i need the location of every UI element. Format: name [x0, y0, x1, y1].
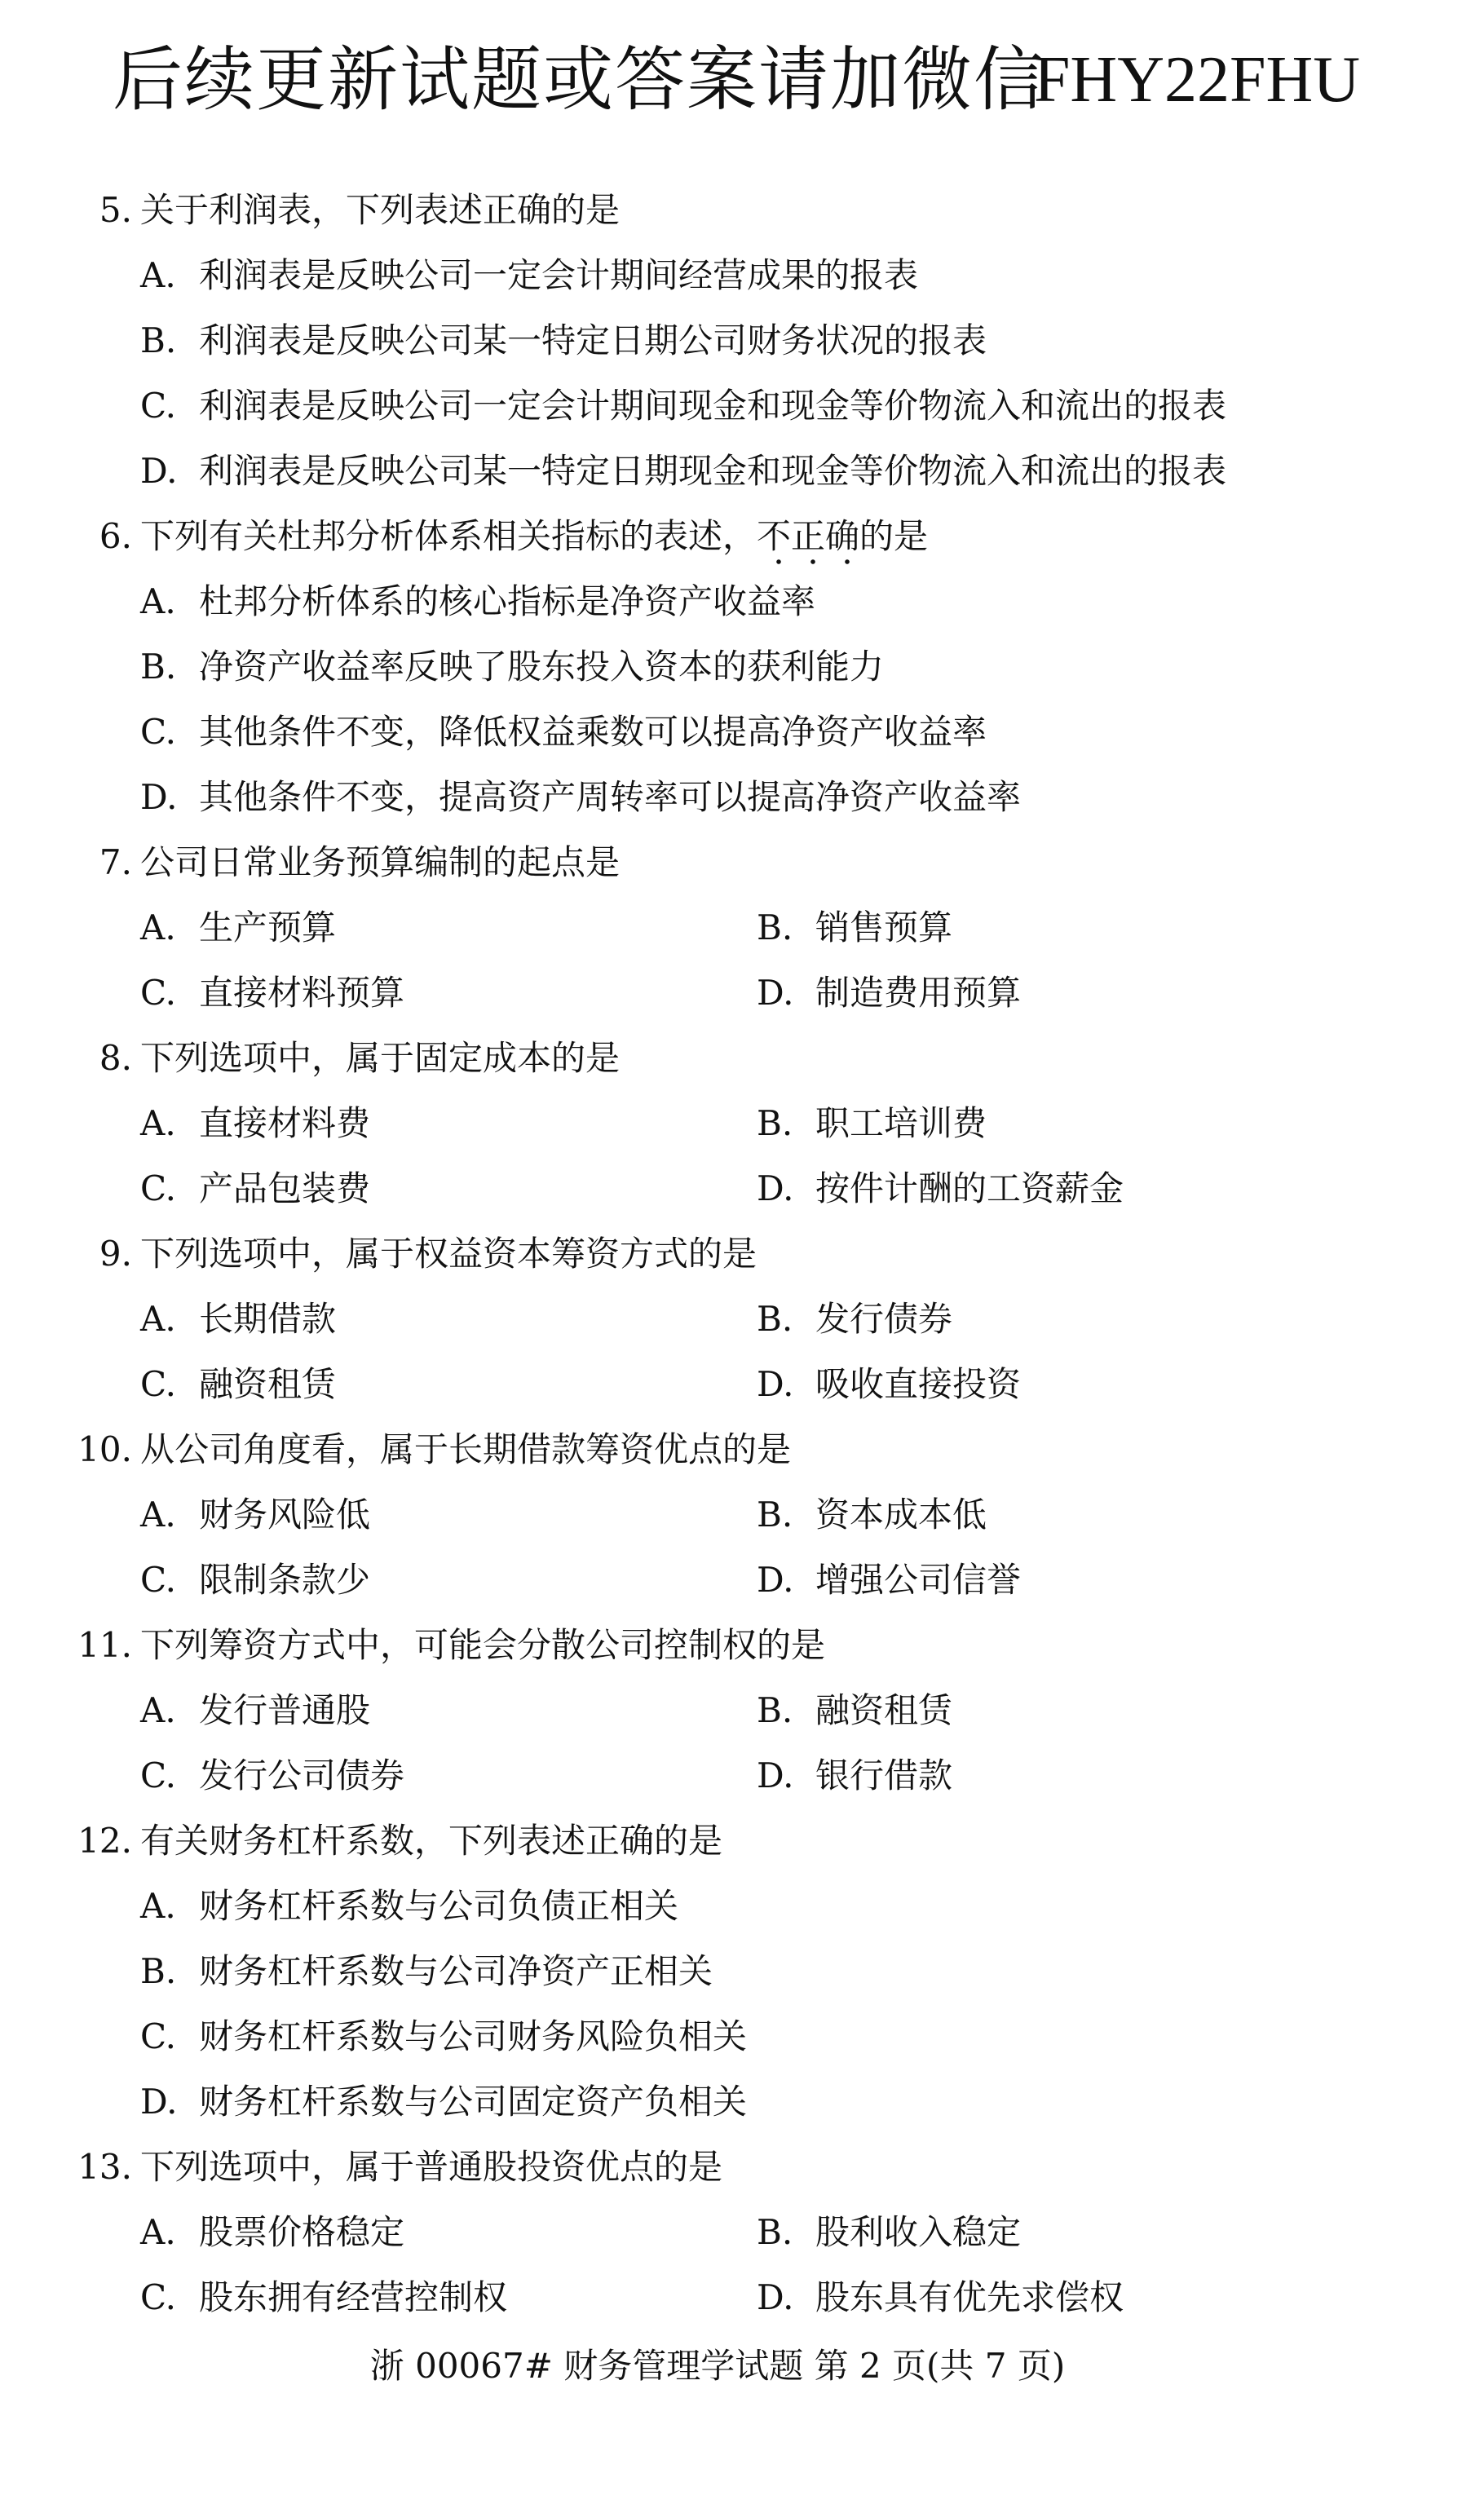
question-number: 12.: [77, 1821, 132, 1861]
answer-option: [140, 373, 1226, 439]
question-stem: [0, 830, 1484, 895]
option-text: 发行公司债券: [199, 1755, 405, 1795]
option-letter: B.: [757, 2212, 793, 2252]
option-letter: A.: [140, 908, 176, 947]
answer-option: [140, 765, 1021, 830]
option-text: 增强公司信誉: [815, 1560, 1022, 1600]
option-text: 银行借款: [815, 1755, 953, 1795]
option-text: 净资产收益率反映了股东投入资本的获利能力: [199, 647, 885, 687]
option-text: 财务杠杆系数与公司净资产正相关: [199, 1951, 713, 1991]
option-letter: B.: [757, 1690, 793, 1730]
option-row: [0, 961, 1484, 1026]
header-title: 后续更新试题或答案请加微信: [113, 39, 1045, 121]
option-row: [0, 895, 1484, 961]
answer-option: [140, 1939, 713, 2004]
option-text: 直接材料费: [199, 1103, 371, 1143]
option-text: 限制条款少: [199, 1560, 371, 1600]
option-letter: A.: [140, 1886, 176, 1926]
question-item: [0, 178, 1484, 504]
answer-option: [140, 243, 918, 308]
answer-option: [140, 1482, 370, 1548]
option-text: 生产预算: [199, 908, 337, 947]
option-text: 利润表是反映公司一定会计期间现金和现金等价物流入和流出的报表: [199, 386, 1227, 426]
answer-option: [140, 895, 336, 961]
answer-option: [757, 1678, 952, 1743]
option-letter: B.: [757, 1495, 793, 1535]
answer-option: [140, 2069, 747, 2135]
option-letter: A.: [140, 1690, 176, 1730]
option-letter: D.: [140, 2082, 178, 2122]
option-row: [0, 1874, 1484, 1939]
question-item: [0, 2135, 1484, 2330]
page-footer: 浙 00067# 财务管理学试题 第 2 页(共 7 页): [369, 2346, 1066, 2386]
answer-option: [140, 2200, 404, 2265]
option-text: 资本成本低: [815, 1495, 987, 1535]
question-stem-text: [140, 178, 620, 243]
question-stem: [0, 504, 1484, 569]
stem-segment: 下列选项中，属于普通股投资优点的是: [140, 2147, 723, 2187]
option-row: [0, 1548, 1484, 1613]
option-text: 股利收入稳定: [815, 2212, 1022, 2252]
question-stem-text: [140, 1808, 722, 1874]
option-letter: B.: [140, 647, 177, 687]
answer-option: [757, 1156, 1124, 1221]
option-letter: C.: [140, 2277, 176, 2317]
answer-option: [140, 308, 987, 373]
option-letter: C.: [140, 1560, 176, 1600]
option-row: [0, 1287, 1484, 1352]
option-letter: D.: [757, 1755, 794, 1795]
answer-option: [140, 1156, 370, 1221]
option-row: [0, 373, 1484, 439]
stem-segment: 下列筹资方式中，可能会分散公司控制权的是: [140, 1625, 826, 1665]
question-stem-text: [140, 1417, 791, 1482]
option-letter: A.: [140, 581, 176, 621]
answer-option: [757, 1352, 1021, 1417]
option-letter: A.: [140, 2212, 176, 2252]
question-stem: [0, 1026, 1484, 1091]
stem-segment: 有关财务杠杆系数，下列表述正确的是: [140, 1821, 723, 1861]
question-stem: [0, 2135, 1484, 2200]
option-text: 按件计酬的工资薪金: [815, 1168, 1124, 1208]
question-stem-text: [140, 2135, 722, 2200]
option-text: 利润表是反映公司某一特定日期公司财务状况的报表: [199, 320, 987, 360]
answer-option: [757, 1482, 987, 1548]
option-letter: B.: [140, 320, 177, 360]
option-row: [0, 308, 1484, 373]
question-number: 5.: [99, 190, 132, 230]
option-text: 财务杠杆系数与公司固定资产负相关: [199, 2082, 748, 2122]
option-letter: B.: [757, 1299, 793, 1339]
answer-option: [140, 961, 404, 1026]
question-item: [0, 1417, 1484, 1613]
option-letter: D.: [757, 1560, 794, 1600]
option-row: [0, 1352, 1484, 1417]
option-row: [0, 2004, 1484, 2069]
option-text: 产品包装费: [199, 1168, 371, 1208]
option-row: [0, 2069, 1484, 2135]
option-row: [0, 569, 1484, 634]
option-letter: C.: [140, 386, 176, 426]
question-number: 10.: [77, 1429, 132, 1469]
option-row: [0, 765, 1484, 830]
option-row: [0, 634, 1484, 700]
header-wechat-id: FHY22FHU: [1033, 44, 1360, 116]
stem-segment: 下列选项中，属于权益资本筹资方式的是: [140, 1234, 757, 1274]
stem-segment: 关于利润表，下列表述正确的是: [140, 190, 621, 230]
answer-option: [757, 961, 1021, 1026]
answer-option: [140, 2265, 507, 2330]
answer-option: [140, 1548, 370, 1613]
option-text: 融资租赁: [199, 1364, 337, 1404]
page-header: [113, 31, 1385, 137]
question-stem: [0, 1221, 1484, 1287]
answer-option: [140, 1091, 370, 1156]
option-text: 财务杠杆系数与公司财务风险负相关: [199, 2016, 748, 2056]
option-text: 发行债券: [815, 1299, 953, 1339]
answer-option: [140, 1352, 336, 1417]
option-letter: D.: [140, 451, 178, 491]
option-letter: B.: [140, 1951, 177, 1991]
question-item: [0, 1026, 1484, 1221]
option-row: [0, 1743, 1484, 1808]
question-number: 13.: [77, 2147, 132, 2187]
option-letter: A.: [140, 255, 176, 295]
question-number: 6.: [99, 516, 132, 556]
option-text: 长期借款: [199, 1299, 337, 1339]
question-number: 7.: [99, 842, 132, 882]
option-row: [0, 700, 1484, 765]
answer-option: [757, 895, 952, 961]
option-text: 利润表是反映公司某一特定日期现金和现金等价物流入和流出的报表: [199, 451, 1227, 491]
option-letter: D.: [757, 1364, 794, 1404]
option-text: 股票价格稳定: [199, 2212, 405, 2252]
option-row: [0, 1482, 1484, 1548]
option-letter: A.: [140, 1103, 176, 1143]
option-letter: C.: [140, 973, 176, 1013]
option-text: 融资租赁: [815, 1690, 953, 1730]
question-item: [0, 1613, 1484, 1808]
question-stem: [0, 178, 1484, 243]
question-stem-text: [140, 504, 928, 569]
answer-option: [140, 569, 815, 634]
answer-option: [757, 2265, 1124, 2330]
answer-option: [140, 700, 987, 765]
option-letter: B.: [757, 1103, 793, 1143]
option-text: 其他条件不变，降低权益乘数可以提高净资产收益率: [199, 712, 987, 752]
option-letter: D.: [757, 2277, 794, 2317]
stem-segment: 公司日常业务预算编制的起点是: [140, 842, 621, 882]
answer-option: [757, 1091, 987, 1156]
question-item: [0, 1808, 1484, 2135]
answer-option: [757, 1287, 952, 1352]
question-number: 9.: [99, 1234, 132, 1274]
question-number: 8.: [99, 1038, 132, 1078]
question-stem: [0, 1613, 1484, 1678]
option-text: 杜邦分析体系的核心指标是净资产收益率: [199, 581, 816, 621]
stem-segment: 的是: [859, 516, 929, 556]
question-item: [0, 504, 1484, 830]
option-text: 销售预算: [815, 908, 953, 947]
answer-option: [140, 1743, 404, 1808]
question-item: [0, 1221, 1484, 1417]
option-text: 吸收直接投资: [815, 1364, 1022, 1404]
option-text: 财务风险低: [199, 1495, 371, 1535]
option-row: [0, 1939, 1484, 2004]
answer-option: [140, 439, 1226, 504]
option-row: [0, 243, 1484, 308]
answer-option: [140, 634, 884, 700]
option-letter: A.: [140, 1299, 176, 1339]
question-stem: [0, 1417, 1484, 1482]
question-number: 11.: [77, 1625, 132, 1665]
option-row: [0, 439, 1484, 504]
stem-segment: 下列有关杜邦分析体系相关指标的表述，: [140, 516, 757, 556]
question-stem-text: [140, 830, 620, 895]
option-text: 股东具有优先求偿权: [815, 2277, 1124, 2317]
option-letter: D.: [757, 973, 794, 1013]
option-row: [0, 1156, 1484, 1221]
option-letter: C.: [140, 712, 176, 752]
answer-option: [757, 2200, 1021, 2265]
answer-option: [140, 1287, 336, 1352]
question-stem-text: [140, 1613, 825, 1678]
answer-option: [140, 2004, 747, 2069]
option-letter: C.: [140, 2016, 176, 2056]
answer-option: [140, 1678, 370, 1743]
option-row: [0, 1091, 1484, 1156]
question-stem-text: [140, 1026, 620, 1091]
stem-segment: 从公司角度看，属于长期借款筹资优点的是: [140, 1429, 792, 1469]
stem-segment: 下列选项中，属于固定成本的是: [140, 1038, 621, 1078]
option-text: 财务杠杆系数与公司负债正相关: [199, 1886, 679, 1926]
option-letter: C.: [140, 1364, 176, 1404]
option-row: [0, 2200, 1484, 2265]
answer-option: [140, 1874, 678, 1939]
option-letter: C.: [140, 1755, 176, 1795]
option-text: 直接材料预算: [199, 973, 405, 1013]
option-letter: A.: [140, 1495, 176, 1535]
question-stem: [0, 1808, 1484, 1874]
option-letter: D.: [757, 1168, 794, 1208]
emphasized-text: 不正确: [757, 504, 859, 569]
option-text: 其他条件不变，提高资产周转率可以提高净资产收益率: [199, 777, 1022, 817]
option-letter: B.: [757, 908, 793, 947]
option-letter: C.: [140, 1168, 176, 1208]
option-text: 职工培训费: [815, 1103, 987, 1143]
question-list: [0, 178, 1484, 2330]
option-text: 股东拥有经营控制权: [199, 2277, 508, 2317]
option-text: 制造费用预算: [815, 973, 1022, 1013]
option-row: [0, 2265, 1484, 2330]
option-text: 发行普通股: [199, 1690, 371, 1730]
answer-option: [757, 1548, 1021, 1613]
answer-option: [757, 1743, 952, 1808]
option-row: [0, 1678, 1484, 1743]
question-stem-text: [140, 1221, 757, 1287]
option-text: 利润表是反映公司一定会计期间经营成果的报表: [199, 255, 919, 295]
option-letter: D.: [140, 777, 178, 817]
question-item: [0, 830, 1484, 1026]
